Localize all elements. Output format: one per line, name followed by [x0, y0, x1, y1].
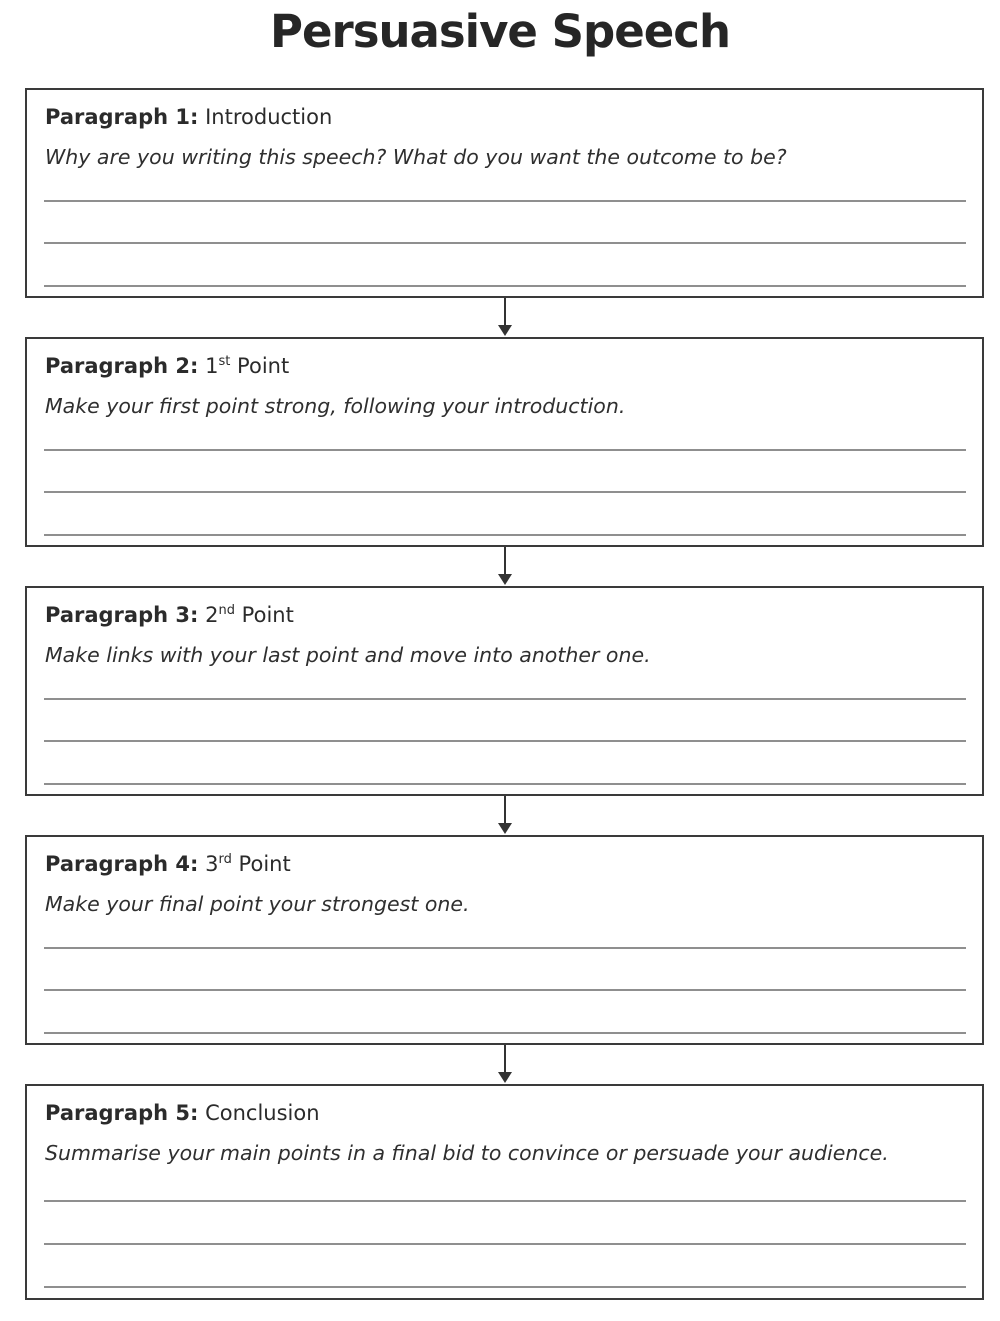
paragraph-label: Paragraph 1:: [45, 105, 199, 129]
worksheet-flow: [25, 88, 984, 1300]
arrow-down-icon: [498, 574, 512, 585]
section-box-paragraph-5: [25, 1084, 984, 1300]
arrow-stem: [504, 796, 506, 824]
paragraph-label: Paragraph 4:: [45, 852, 199, 876]
section-box-paragraph-3: [25, 586, 984, 796]
flow-connector: [25, 796, 984, 835]
paragraph-title: 1st Point: [205, 354, 290, 378]
arrow-down-icon: [498, 325, 512, 336]
writing-line: [44, 698, 966, 700]
paragraph-label: Paragraph 2:: [45, 354, 199, 378]
arrow-stem: [504, 547, 506, 575]
arrow-down-icon: [498, 823, 512, 834]
paragraph-header: [45, 1099, 964, 1127]
paragraph-header: [45, 352, 964, 380]
writing-line: [44, 1032, 966, 1034]
writing-line: [44, 989, 966, 991]
writing-line: [44, 285, 966, 287]
prompt-text: Make your final point your strongest one.: [45, 892, 470, 916]
paragraph-header: [45, 601, 964, 629]
writing-line: [44, 534, 966, 536]
paragraph-label: Paragraph 5:: [45, 1101, 199, 1125]
flow-connector: [25, 547, 984, 586]
paragraph-header: [45, 103, 964, 131]
prompt-text: Summarise your main points in a final bid to convince or persuade your audience.: [45, 1141, 889, 1165]
section-box-paragraph-2: [25, 337, 984, 547]
writing-line: [44, 449, 966, 451]
writing-line: [44, 947, 966, 949]
writing-line: [44, 740, 966, 742]
arrow-stem: [504, 298, 506, 326]
arrow-stem: [504, 1045, 506, 1073]
paragraph-title: 2nd Point: [205, 603, 294, 627]
prompt-text: Make your first point strong, following your introduction.: [45, 394, 626, 418]
writing-line: [44, 200, 966, 202]
section-box-paragraph-4: [25, 835, 984, 1045]
paragraph-title: Conclusion: [205, 1101, 320, 1125]
flow-connector: [25, 1045, 984, 1084]
writing-line: [44, 1200, 966, 1202]
paragraph-title: Introduction: [205, 105, 333, 129]
page-title: Persuasive Speech: [270, 5, 730, 58]
flow-connector: [25, 298, 984, 337]
writing-line: [44, 242, 966, 244]
writing-line: [44, 1286, 966, 1288]
paragraph-label: Paragraph 3:: [45, 603, 199, 627]
writing-line: [44, 1243, 966, 1245]
paragraph-header: [45, 850, 964, 878]
paragraph-title: 3rd Point: [205, 852, 291, 876]
prompt-text: Make links with your last point and move into another one.: [45, 643, 651, 667]
arrow-down-icon: [498, 1072, 512, 1083]
writing-line: [44, 491, 966, 493]
section-box-paragraph-1: [25, 88, 984, 298]
prompt-text: Why are you writing this speech? What do you want the outcome to be?: [45, 145, 787, 169]
writing-line: [44, 783, 966, 785]
